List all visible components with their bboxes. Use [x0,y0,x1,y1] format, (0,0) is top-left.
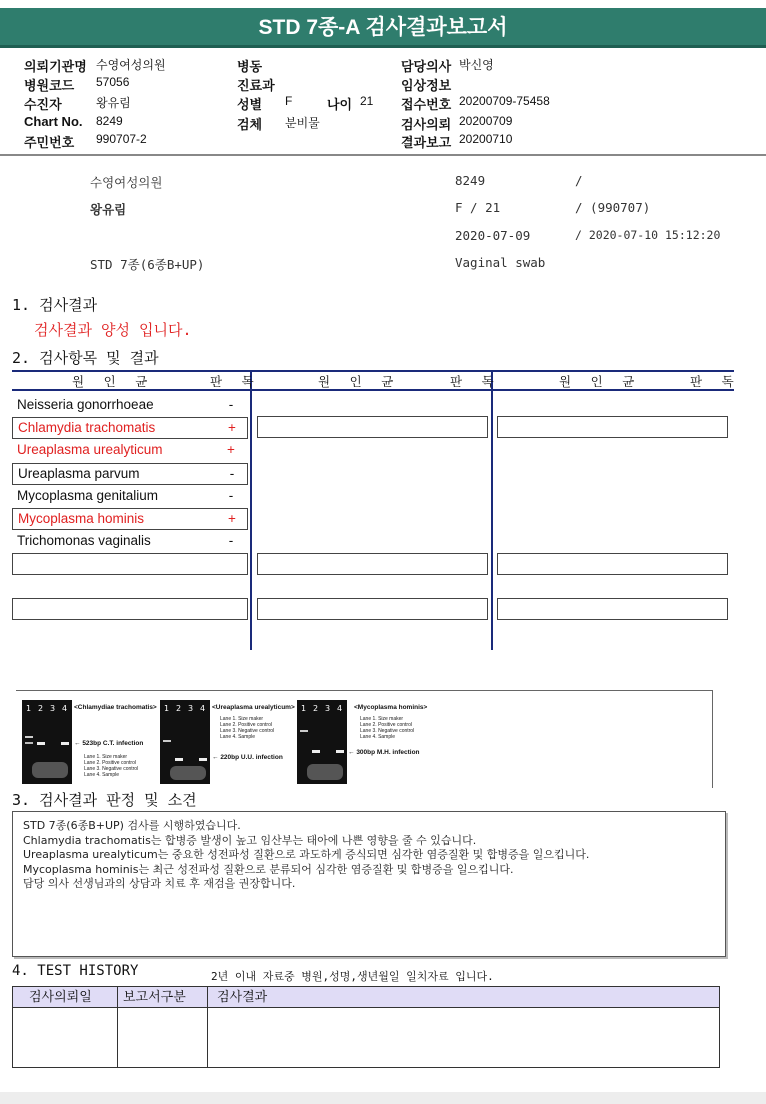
history-table [12,986,720,1068]
header-resident-no: 주민번호 990707-2 [24,132,147,150]
opinion-line: Mycoplasma hominis는 최근 성전파성 질환으로 분류되어 심각한 염증질환 및 합병증을 일으킵니다. [23,862,514,876]
info-birth: / (990707) [575,200,651,215]
gel-band-ct: ← 523bp C.T. infection [74,740,144,747]
col-header-pathogen-2: 원 인 균 [318,374,397,389]
opinion-line: 담당 의사 선생님과의 상담과 치료 후 재검을 권장합니다. [23,877,296,891]
header-specimen: 검체 분비물 [237,116,320,132]
history-col-result: 검사결과 [217,990,268,1005]
empty-result-cell [257,553,488,575]
history-header-row [13,987,719,1008]
section-3-title: 3. 검사결과 판정 및 소견 [12,791,197,809]
empty-result-cell [497,416,728,438]
col-header-result-1: 판 독 [210,374,257,389]
history-col-divider [207,987,208,1067]
gel-image-ct: 1 2 3 4 [22,700,72,784]
history-col-divider [117,987,118,1067]
section-1-title: 1. 검사결과 [12,296,98,314]
section-2-title: 2. 검사항목 및 결과 [12,349,159,367]
gel-title-uu: <Ureaplasma urealyticum> [212,704,295,711]
info-slash: / [575,173,583,188]
header-clinic: 의뢰기관명 수영여성의원 [24,58,166,74]
info-sex-age: F / 21 [455,200,501,215]
info-patient: 왕유림 [90,202,127,217]
gel-band-mh: ← 300bp M.H. infection [348,749,420,756]
col-header-pathogen-1: 원 인 균 [72,374,151,389]
gel-title-mh: <Mycoplasma hominis> [354,704,428,711]
gel-legend-mh: Lane 1. Size maker Lane 2. Positive control Lane 3. Negative control Lane 4. Sample [360,716,415,740]
opinion-line: Chlamydia trachomatis는 합병증 발생이 높고 임산부는 태아에 나쁜 영향을 줄 수 있습니다. [23,833,477,847]
empty-result-cell [12,598,248,620]
result-row-genitalium: Mycoplasma genitalium - [17,488,234,503]
header-chart-no: Chart No. 8249 [24,114,123,129]
header-divider [0,154,766,156]
info-request-date: 2020-07-09 [455,228,531,243]
info-clinic: 수영여성의원 [90,175,163,190]
result-row-neisseria: Neisseria gonorrhoeae - [17,397,234,412]
empty-result-cell [257,598,488,620]
opinion-line: STD 7종(6종B+UP) 검사를 시행하였습니다. [23,819,241,832]
gel-legend-uu: Lane 1. Size maker Lane 2. Positive control Lane 3. Negative control Lane 4. Sample [220,716,275,740]
header-receipt-no: 접수번호 20200709-75458 [401,94,550,112]
header-clinical-info: 임상정보 [401,78,452,93]
result-row-trichomonas: Trichomonas vaginalis - [17,533,234,548]
page-footer [0,1092,766,1104]
col-header-result-3: 판 독 [690,374,737,389]
info-report-datetime: / 2020-07-10 15:12:20 [575,228,721,242]
header-report-date: 결과보고 20200710 [401,132,513,150]
column-divider-1 [250,370,252,650]
history-col-report-type: 보고서구분 [123,990,186,1005]
history-note: 2년 이내 자료중 병원,성명,생년월일 일치자료 입니다. [211,970,494,983]
gel-band-uu: ← 220bp U.U. infection [212,754,283,761]
result-row-urealyticum: Ureaplasma urealyticum + [17,442,235,457]
result-summary: 검사결과 양성 입니다. [34,321,192,339]
report-title: STD 7종-A 검사결과보고서 [0,8,766,48]
header-department: 진료과 [237,78,275,93]
gel-image-uu: 1 2 3 4 [160,700,210,784]
col-header-pathogen-3: 원 인 균 [559,374,638,389]
header-age: 나이 21 [327,94,374,112]
header-sex: 성별 F [237,94,293,112]
header-ward: 병동 [237,59,263,74]
empty-result-cell [497,553,728,575]
column-divider-2 [491,370,493,650]
section-4-title: 4. TEST HISTORY [12,963,139,979]
info-test-name: STD 7종(6종B+UP) [90,257,205,272]
info-chart: 8249 [455,173,486,188]
empty-result-cell [257,416,488,438]
result-row-chlamydia: Chlamydia trachomatis + [12,417,248,439]
opinion-line: Ureaplasma urealyticum는 중요한 성전파성 질환으로 과도하게 증식되면 심각한 염증질환 및 합병증을 일으킵니다. [23,848,590,862]
opinion-box [12,811,726,957]
empty-result-cell [12,553,248,575]
gel-legend-ct: Lane 1. Size maker Lane 2. Positive control Lane 3. Negative control Lane 4. Sample [84,754,139,778]
history-col-request-date: 검사의뢰일 [29,990,92,1005]
empty-result-cell [497,598,728,620]
header-patient: 수진자 왕유림 [24,96,131,112]
header-request-date: 검사의뢰 20200709 [401,114,513,132]
header-hospital-code: 병원코드 57056 [24,75,130,93]
gel-image-mh: 1 2 3 4 [297,700,347,784]
header-doctor: 담당의사 박신영 [401,58,494,74]
result-row-hominis: Mycoplasma hominis + [12,508,248,530]
col-header-result-2: 판 독 [450,374,497,389]
result-row-parvum: Ureaplasma parvum - [12,463,248,485]
info-specimen: Vaginal swab [455,255,546,270]
gel-title-ct: <Chlamydiae trachomatis> [74,704,157,711]
